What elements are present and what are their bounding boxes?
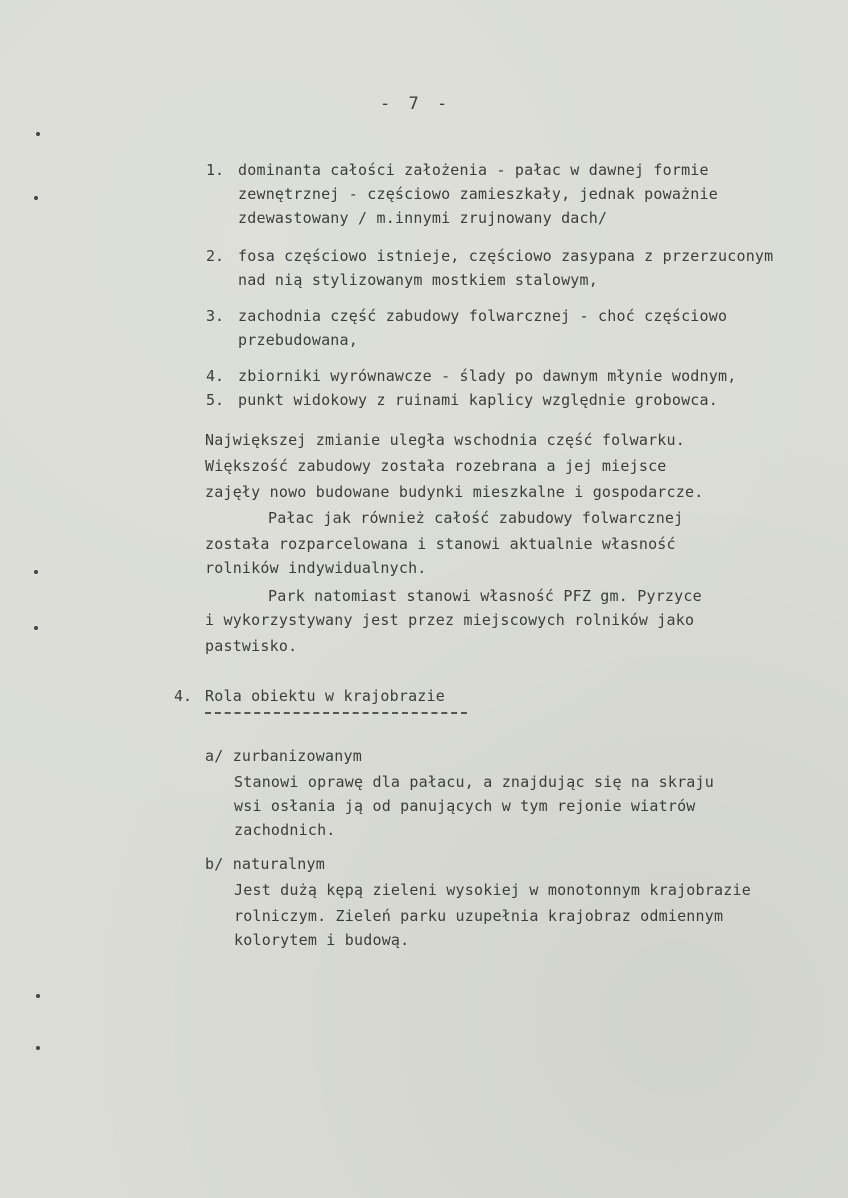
list-item-text: punkt widokowy z ruinami kaplicy względnie grobowca. (238, 391, 718, 409)
section-title-underline (205, 712, 467, 714)
margin-mark (34, 626, 38, 630)
list-item-text: zbiorniki wyrównawcze - ślady po dawnym młynie wodnym, (238, 367, 737, 385)
paragraph-line: pastwisko. (205, 637, 298, 655)
subsection-text: zachodnich. (234, 821, 336, 839)
list-item-text: zachodnia część zabudowy folwarcznej - choć częściowo (238, 307, 728, 325)
margin-mark (36, 994, 40, 998)
subsection-text: Stanowi oprawę dla pałacu, a znajdując się na skraju (234, 773, 714, 791)
paragraph-line: rolników indywidualnych. (205, 559, 427, 577)
list-item-text: nad nią stylizowanym mostkiem stalowym, (238, 271, 598, 289)
list-item-text: fosa częściowo istnieje, częściowo zasypana z przerzuconym (238, 247, 774, 265)
paragraph-line: została rozparcelowana i stanowi aktualnie własność (205, 535, 676, 553)
list-item-number: 1. (206, 161, 225, 179)
list-item-number: 2. (206, 247, 225, 265)
page-number: - 7 - (380, 94, 452, 114)
subsection-label: a/ zurbanizowanym (205, 747, 362, 765)
paragraph-line: Park natomiast stanowi własność PFZ gm. Pyrzyce (268, 587, 702, 605)
margin-mark (34, 570, 38, 574)
subsection-text: kolorytem i budową. (234, 931, 410, 949)
list-item-text: dominanta całości założenia - pałac w dawnej formie (238, 161, 709, 179)
margin-mark (36, 1046, 40, 1050)
section-number: 4. (174, 687, 193, 705)
paragraph-line: zajęły nowo budowane budynki mieszkalne i gospodarcze. (205, 483, 704, 501)
paragraph-line: i wykorzystywany jest przez miejscowych rolników jako (205, 611, 695, 629)
list-item-text: zewnętrznej - częściowo zamieszkały, jednak poważnie (238, 185, 718, 203)
subsection-text: Jest dużą kępą zieleni wysokiej w monotonnym krajobrazie (234, 881, 751, 899)
subsection-text: rolniczym. Zieleń parku uzupełnia krajobraz odmiennym (234, 907, 724, 925)
subsection-text: wsi osłania ją od panujących w tym rejonie wiatrów (234, 797, 696, 815)
list-item-text: zdewastowany / m.innymi zrujnowany dach/ (238, 209, 608, 227)
list-item-text: przebudowana, (238, 331, 358, 349)
paragraph-line: Pałac jak również całość zabudowy folwarcznej (268, 509, 684, 527)
list-item-number: 4. (206, 367, 225, 385)
list-item-number: 3. (206, 307, 225, 325)
paragraph-line: Największej zmianie uległa wschodnia część folwarku. (205, 431, 685, 449)
paragraph-line: Większość zabudowy została rozebrana a jej miejsce (205, 457, 667, 475)
section-title: Rola obiektu w krajobrazie (205, 687, 445, 705)
margin-mark (36, 132, 40, 136)
margin-mark (34, 196, 38, 200)
list-item-number: 5. (206, 391, 225, 409)
subsection-label: b/ naturalnym (205, 855, 325, 873)
